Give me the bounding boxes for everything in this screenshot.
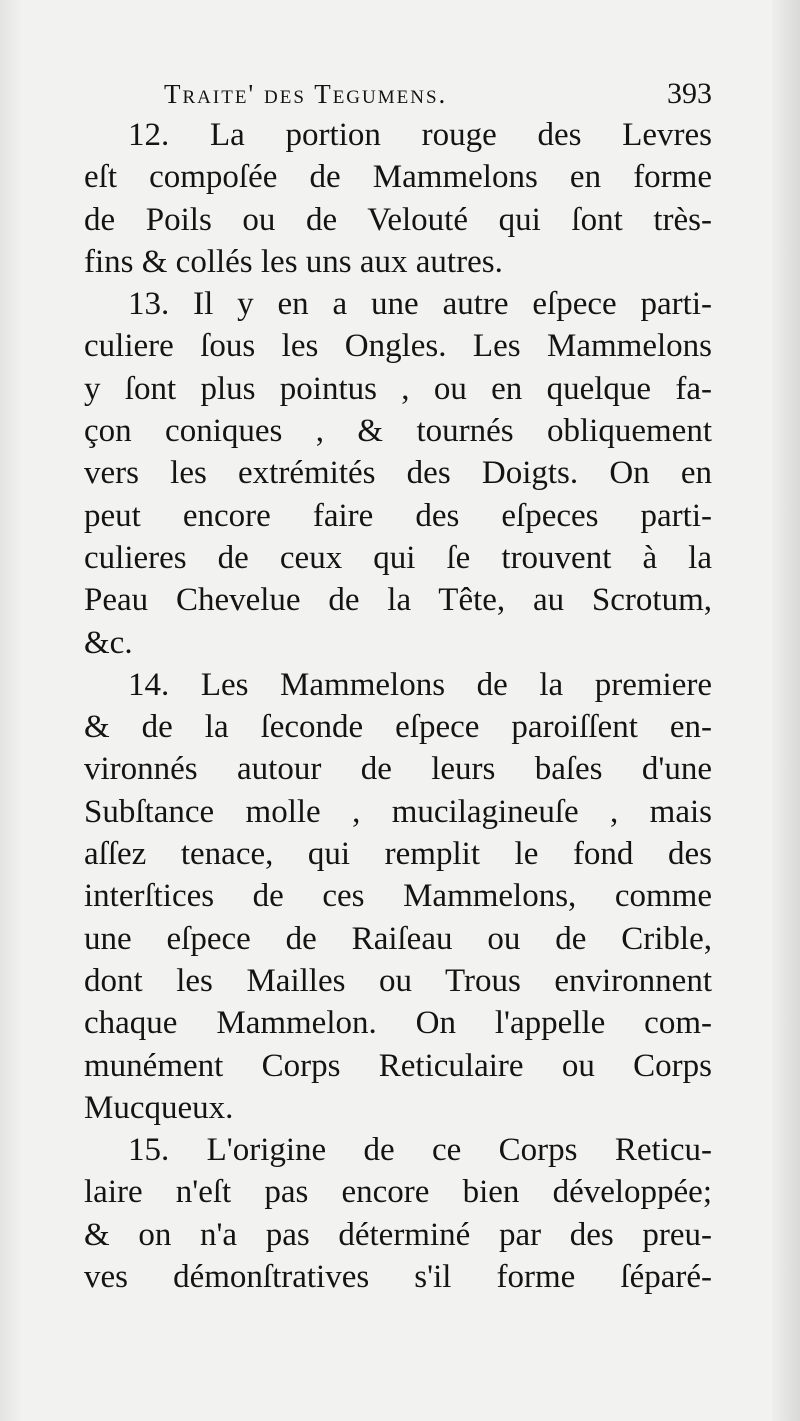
running-head xyxy=(84,74,712,114)
paragraph-13 xyxy=(84,283,712,664)
text-line: vers les extrémités des Doigts. On en xyxy=(84,455,712,492)
text-line: de Poils ou de Velouté qui ſont très- xyxy=(84,201,712,238)
text-line: eſt compoſée de Mammelons en forme xyxy=(84,159,712,196)
text-line: chaque Mammelon. On l'appelle com- xyxy=(84,1005,712,1042)
text-line: 13. Il y en a une autre eſpece parti- xyxy=(128,286,712,323)
text-line: Peau Chevelue de la Tête, au Scrotum, xyxy=(84,582,712,619)
paragraph-12 xyxy=(84,114,712,283)
text-line: peut encore faire des eſpeces parti- xyxy=(84,497,712,534)
text-line: munément Corps Reticulaire ou Corps xyxy=(84,1047,712,1084)
text-line: 12. La portion rouge des Levres xyxy=(128,117,712,153)
text-line: Subſtance molle , mucilagineuſe , mais xyxy=(84,793,712,830)
text-block xyxy=(84,74,712,1298)
text-line: & on n'a pas déterminé par des preu- xyxy=(84,1216,712,1253)
page-right-edge xyxy=(772,0,800,1421)
text-line: fins & collés les uns aux autres. xyxy=(84,243,503,280)
text-line: culieres de ceux qui ſe trouvent à la xyxy=(84,539,712,576)
text-line: culiere ſous les Ongles. Les Mammelons xyxy=(84,328,712,365)
text-line: 14. Les Mammelons de la premiere xyxy=(128,666,712,703)
text-line: ves démonſtratives s'il forme ſéparé- xyxy=(84,1259,712,1296)
text-line: çon coniques , & tournés obliquement xyxy=(84,413,712,450)
paragraph-15 xyxy=(84,1129,712,1298)
text-line: y ſont plus pointus , ou en quelque fa- xyxy=(84,370,712,407)
text-line: &c. xyxy=(84,624,133,661)
paragraph-14 xyxy=(84,664,712,1129)
page-number: 393 xyxy=(667,77,712,110)
text-line: une eſpece de Raiſeau ou de Crible, xyxy=(84,920,712,957)
running-head-title: Traite' des Tegumens. xyxy=(164,79,448,109)
text-line: Mucqueux. xyxy=(84,1089,234,1126)
text-line: laire n'eſt pas encore bien développée; xyxy=(84,1174,712,1211)
text-line: interſtices de ces Mammelons, comme xyxy=(84,878,712,915)
text-line: aſſez tenace, qui remplit le fond des xyxy=(84,836,712,873)
text-line: & de la ſeconde eſpece paroiſſent en- xyxy=(84,709,712,746)
text-line: 15. L'origine de ce Corps Reticu- xyxy=(128,1132,712,1169)
text-line: vironnés autour de leurs baſes d'une xyxy=(84,751,712,788)
text-line: dont les Mailles ou Trous environnent xyxy=(84,962,712,999)
page-left-edge xyxy=(0,0,22,1421)
